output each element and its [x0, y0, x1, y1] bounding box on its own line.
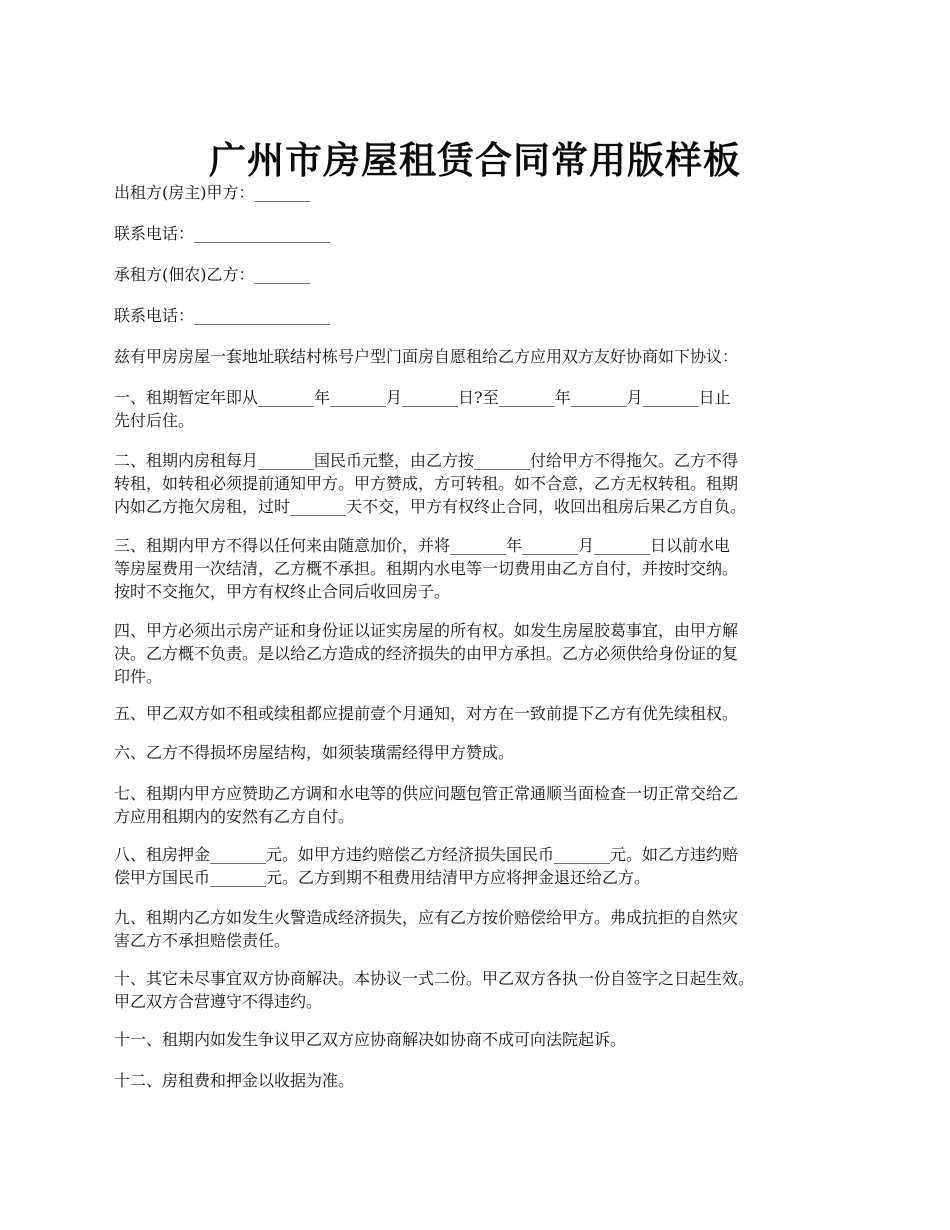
clause-3: 三、租期内甲方不得以任何来由随意加价，并将_______年_______月_______日以前水电 等房屋费用一次结清，乙方概不承担。租期内水电等一切费用由乙方自付，并按时交纳。 按时不交拖欠，甲方有权终止合同后收回房子。	[114, 536, 739, 601]
document-title: 广州市房屋租赁合同常用版样板	[209, 137, 741, 182]
clause-10: 十、其它未尽事宜双方协商解决。本协议一式二份。甲乙双方各执一份自签字之日起生效。 甲乙双方合营遵守不得违约。	[114, 969, 755, 1011]
clause-7: 七、租期内甲方应赞助乙方调和水电等的供应问题包管正常通顺当面检查一切正常交给乙 方应用租期内的安然有乙方自付。	[114, 784, 739, 826]
clause-4: 四、甲方必须出示房产证和身份证以证实房屋的所有权。如发生房屋胶葛事宜，由甲方解 决。乙方概不负责。是以给乙方造成的经济损失的由甲方承担。乙方必须供给身份证的复 印件。	[114, 621, 739, 686]
clause-8: 八、租房押金_______元。如甲方违约赔偿乙方经济损失国民币_______元。如乙方违约赔 偿甲方国民币_______元。乙方到期不租费用结清甲方应将押金退还给乙方。	[114, 845, 739, 887]
lessor-phone-field: 联系电话：_________________	[114, 224, 331, 243]
clause-5: 五、甲乙双方如不租或续租都应提前壹个月通知，对方在一致前提下乙方有优先续租权。	[114, 704, 739, 723]
lessee-field: 承租方(佃农)乙方：_______	[114, 265, 311, 284]
clause-11: 十一、租期内如发生争议甲乙双方应协商解决如协商不成可向法院起诉。	[114, 1030, 627, 1049]
clause-1: 一、租期暂定年即从_______年_______月_______日?至_______年_______月_______日止 先付后住。	[114, 388, 731, 430]
lessee-phone-field: 联系电话：_________________	[114, 306, 331, 325]
clause-2: 二、租期内房租每月_______国民币元整，由乙方按_______付给甲方不得拖欠。乙方不得 转租，如转租必须提前通知甲方。甲方赞成，方可转租。如不合意，乙方无权转租。租期 内如乙方拖欠房租，过时_______天不交，甲方有权终止合同，收回出租房后果乙方自负。	[114, 451, 747, 516]
clause-9: 九、租期内乙方如发生火警造成经济损失，应有乙方按价赔偿给甲方。弗成抗拒的自然灾 害乙方不承担赔偿责任。	[114, 908, 739, 950]
clause-6: 六、乙方不得损坏房屋结构，如须装璜需经得甲方赞成。	[114, 743, 515, 762]
lessor-field: 出租方(房主)甲方：_______	[114, 183, 311, 202]
clause-12: 十二、房租费和押金以收据为准。	[114, 1071, 355, 1090]
intro-paragraph: 兹有甲房房屋一套地址联结村栋号户型门面房自愿租给乙方应用双方友好协商如下协议：	[114, 347, 739, 366]
